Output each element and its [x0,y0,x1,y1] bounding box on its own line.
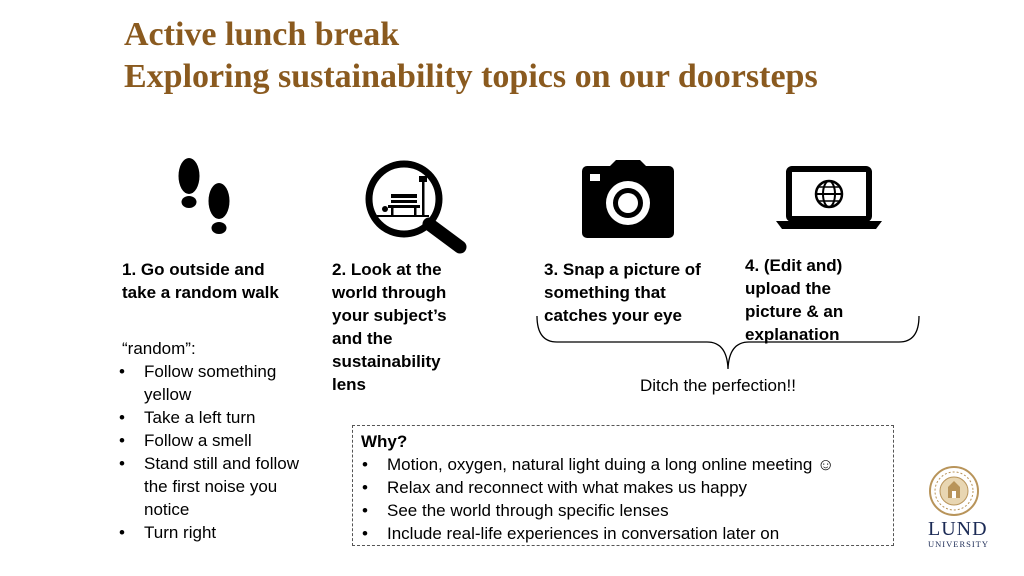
step-2-label: 2. Look at the world through your subject’s and the sustainability lens [332,260,447,394]
step-3-label: 3. Snap a picture of something that catches your eye [544,260,701,325]
ditch-perfection-text: Ditch the perfection!! [640,376,796,395]
camera-icon [582,160,674,238]
step-4-label: 4. (Edit and) upload the picture & an explanation [745,256,844,344]
list-item: • Follow a smell [116,429,301,452]
why-list [359,453,899,545]
list-item: • Motion, oxygen, natural light duing a long online meeting ☺ [359,453,899,476]
list-item: • Relax and reconnect with what makes us happy [359,476,899,499]
laptop-globe-icon [776,166,882,232]
page-title: Active lunch break [124,16,400,53]
list-item: • Take a left turn [116,406,301,429]
university-seal-icon [928,465,980,517]
footprints-icon [170,155,238,245]
page-subtitle: Exploring sustainability topics on our doorsteps [124,58,818,95]
list-item: • See the world through specific lenses [359,499,899,522]
list-item: • Turn right [116,521,301,544]
curly-brace [535,314,923,372]
list-item: • Include real-life experiences in conversation later on [359,522,899,545]
why-box [352,425,894,546]
logo-subtitle: UNIVERSITY [928,539,989,549]
step-1-label: 1. Go outside and take a random walk [122,260,279,302]
logo [928,518,989,549]
list-item: • Stand still and follow the first noise you notice [116,452,301,521]
random-heading: “random”: [122,339,196,358]
magnifier-park-bench-icon [363,158,469,256]
list-item: • Follow something yellow [116,360,301,406]
random-list [116,360,301,544]
why-title: Why? [361,432,408,451]
logo-name: LUND [928,518,988,540]
